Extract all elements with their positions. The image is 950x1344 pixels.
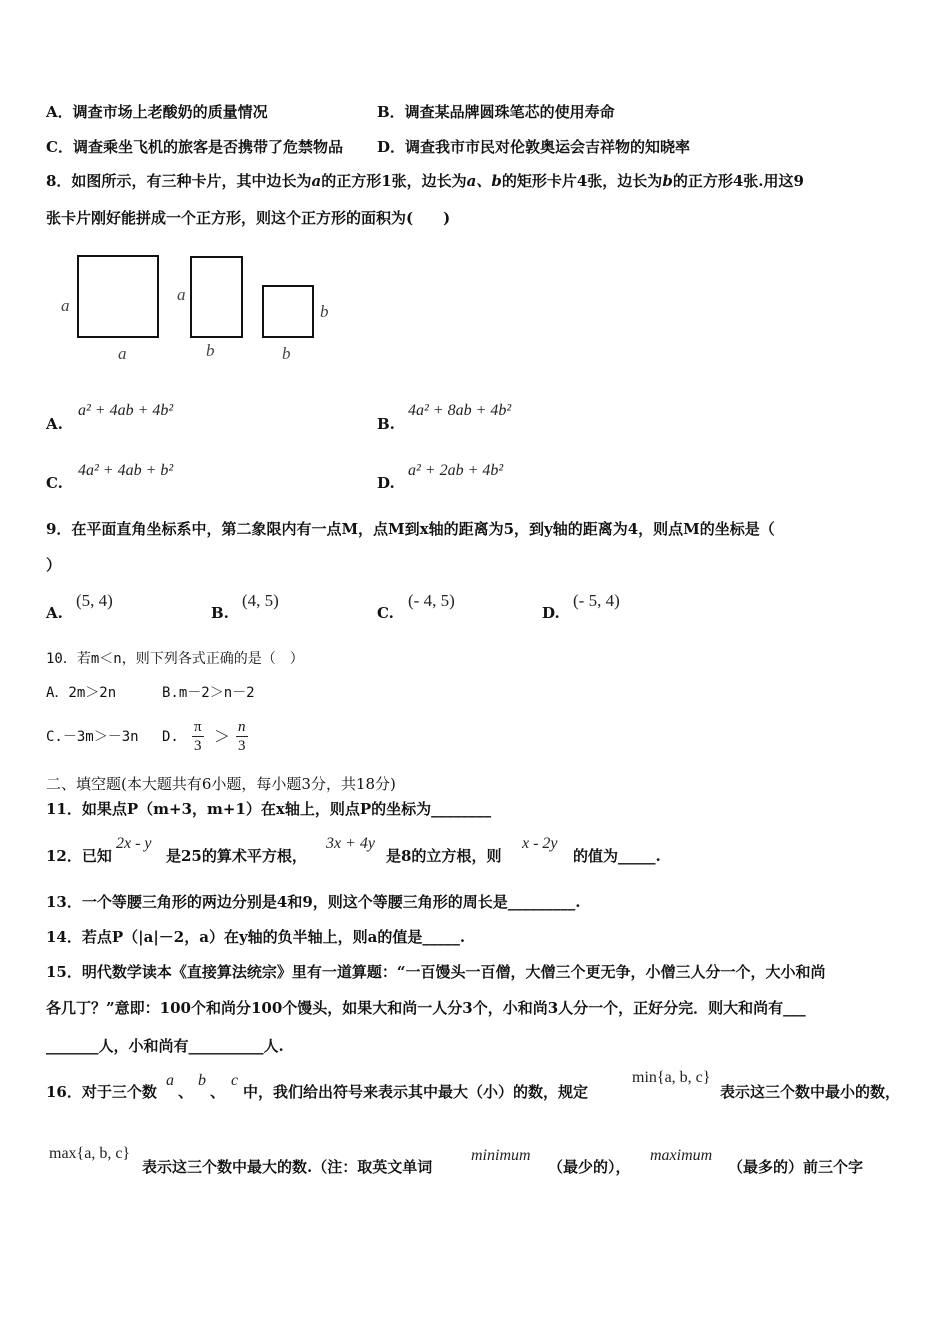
- q8-option-d-label: D.: [377, 474, 395, 492]
- q8-stem-line1: 8．如图所示，有三种卡片，其中边长为a的正方形1张，边长为a、b的矩形卡片4张，边长为b的正方形4张.用这9: [46, 172, 804, 190]
- q11-text: 11．如果点P（m+3，m+1）在x轴上，则点P的坐标为________: [46, 800, 492, 818]
- q10-option-b: B.m－2＞n－2: [162, 685, 255, 701]
- q10-option-c: C.－3m＞－3n: [46, 729, 139, 745]
- q9-option-d-expr: (- 5, 4): [573, 591, 620, 610]
- q9-stem-line2: ）: [46, 556, 62, 574]
- q16-sep1: 、: [178, 1083, 194, 1101]
- q10-option-a: A．2m＞2n: [46, 685, 117, 701]
- q12-part-b: 是25的算术平方根，: [166, 847, 307, 865]
- q16-part-d: 表示这三个数中最大的数.（注：取英文单词: [142, 1158, 433, 1176]
- q15-line1: 15．明代数学读本《直接算法统宗》里有一道算题：“一百馒头一百僧，大僧三个更无争，小僧三人分一个，大小和尚: [46, 963, 826, 981]
- square-b-bottom-label: b: [282, 344, 291, 363]
- q7-option-d: D．调查我市市民对伦敦奥运会吉祥物的知晓率: [377, 138, 691, 156]
- q12-part-c: 是8的立方根，则: [386, 847, 502, 865]
- q9-stem-line1: 9．在平面直角坐标系中，第二象限内有一点M，点M到x轴的距离为5，到y轴的距离为4，则点M的坐标是（: [46, 520, 775, 538]
- q10-fraction-left: [192, 718, 204, 755]
- q12-expr1: 2x - y: [116, 835, 152, 852]
- q8-stem-line2: 张卡片刚好能拼成一个正方形，则这个正方形的面积为( ): [46, 209, 451, 227]
- q15-line2: 各几丁？”意即：100个和尚分100个馒头，如果大和尚一人分3个，小和尚3人分一个，正好分完．则大和尚有___: [46, 999, 806, 1017]
- q7-option-c: C．调查乘坐飞机的旅客是否携带了危禁物品: [46, 138, 343, 156]
- q9-option-a-expr: (5, 4): [76, 591, 113, 610]
- q16-part-c: 表示这三个数中最小的数，: [720, 1083, 901, 1101]
- rectangle-side-label: a: [177, 285, 186, 304]
- q8-option-c-label: C.: [46, 474, 63, 492]
- q12-part-a: 12．已知: [46, 847, 112, 865]
- q15-line3: _______人，小和尚有__________人.: [46, 1037, 284, 1055]
- square-b: [262, 285, 314, 338]
- q10-option-d-relation: ＞: [214, 727, 231, 746]
- q9-option-c-label: C.: [377, 604, 394, 622]
- q14-text: 14．若点P（|a|－2，a）在y轴的负半轴上，则a的值是_____.: [46, 928, 466, 946]
- q9-option-b-expr: (4, 5): [242, 591, 279, 610]
- square-a: [77, 255, 159, 338]
- q10-fraction-left-num: π: [194, 719, 202, 735]
- q16-sep2: 、: [210, 1083, 226, 1101]
- rectangle-bottom-label: b: [206, 341, 215, 360]
- q10-fraction-left-den: 3: [194, 738, 202, 754]
- q8-option-b-expr: 4a² + 8ab + 4b²: [408, 402, 512, 419]
- q16-part-a: 16．对于三个数: [46, 1083, 157, 1101]
- q16-word-maximum: maximum: [650, 1147, 713, 1164]
- q8-option-d-expr: a² + 2ab + 4b²: [408, 462, 504, 479]
- q13-text: 13．一个等腰三角形的两边分别是4和9，则这个等腰三角形的周长是_________.: [46, 893, 581, 911]
- q16-var-a: a: [166, 1072, 174, 1089]
- q9-option-d-label: D.: [542, 604, 560, 622]
- q12-expr2: 3x + 4y: [326, 835, 375, 852]
- q16-var-c: c: [231, 1072, 239, 1089]
- q16-var-b: b: [198, 1072, 206, 1089]
- q16-word-minimum: minimum: [471, 1147, 531, 1164]
- q10-stem: 10．若m＜n，则下列各式正确的是（ ）: [46, 651, 304, 667]
- q16-min-expr: min{a, b, c}: [632, 1069, 711, 1086]
- q10-fraction-right-den: 3: [238, 738, 246, 754]
- q8-option-a-label: A.: [46, 415, 63, 433]
- q12-part-d: 的值为_____.: [573, 847, 661, 865]
- q8-option-c-expr: 4a² + 4ab + b²: [78, 462, 174, 479]
- square-a-bottom-label: a: [118, 344, 127, 363]
- q16-part-e: （最少的），: [548, 1158, 631, 1176]
- q8-option-a-expr: a² + 4ab + 4b²: [78, 402, 174, 419]
- section-2-heading: 二、填空题(本大题共有6小题，每小题3分，共18分): [46, 775, 396, 793]
- q10-option-d-label: D.: [162, 729, 179, 745]
- q10-fraction-right-num: n: [238, 719, 246, 735]
- square-a-side-label: a: [61, 296, 70, 315]
- q7-option-b: B．调查某品牌圆珠笔芯的使用寿命: [377, 103, 615, 121]
- square-b-side-label: b: [320, 302, 329, 321]
- q16-part-b: 中，我们给出符号来表示其中最大（小）的数，规定: [243, 1083, 589, 1101]
- q8-option-b-label: B.: [377, 415, 395, 433]
- q9-option-c-expr: (- 4, 5): [408, 591, 455, 610]
- q9-option-b-label: B.: [211, 604, 229, 622]
- q10-fraction-right: [236, 718, 248, 755]
- q12-expr3: x - 2y: [522, 835, 558, 852]
- q16-part-f: （最多的）前三个字: [728, 1158, 864, 1176]
- q7-option-a: A．调查市场上老酸奶的质量情况: [46, 103, 268, 121]
- rectangle-ab: [190, 256, 243, 338]
- q9-option-a-label: A.: [46, 604, 63, 622]
- q16-max-expr: max{a, b, c}: [49, 1145, 131, 1162]
